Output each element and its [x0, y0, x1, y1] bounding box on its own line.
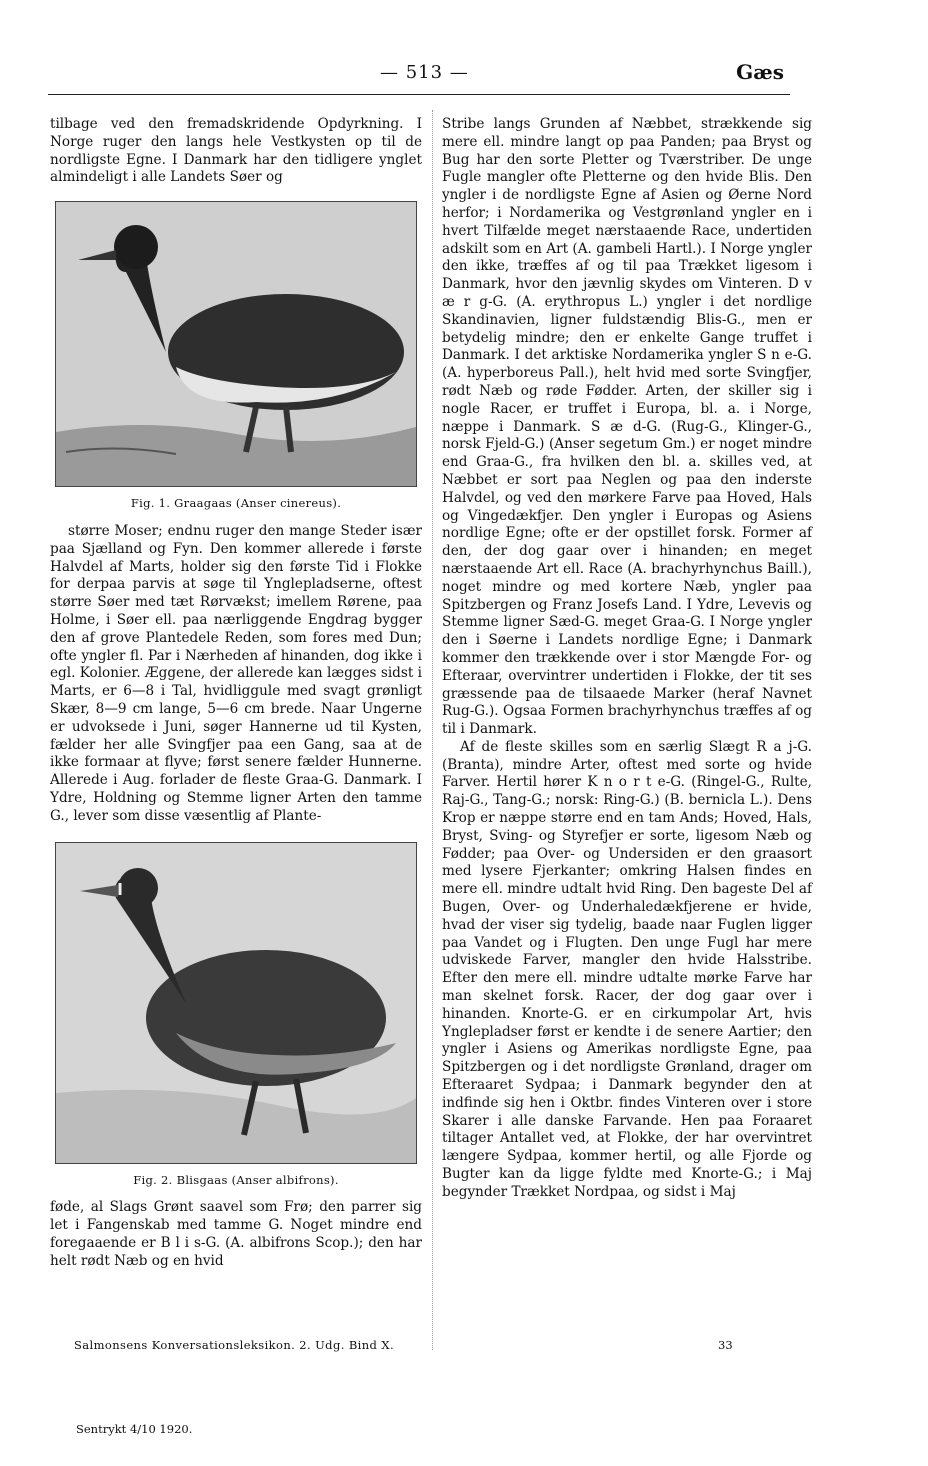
header-rule	[48, 94, 790, 95]
figure-1-caption: Fig. 1. Graagaas (Anser cinereus).	[130, 496, 342, 511]
print-note: Sentrykt 4/10 1920.	[76, 1422, 193, 1436]
page-number: — 513 —	[380, 62, 469, 83]
left-paragraph-3: føde, al Slags Grønt saavel som Frø; den parrer sig let i Fangenskab med tamme G. Noget mindre end foregaaende er B l i s-G. (A. albifrons Scop.); den har helt rødt Næb og en hvid	[50, 1199, 422, 1269]
figure-2	[50, 842, 422, 1190]
right-paragraph-1: Stribe langs Grunden af Næbbet, strækkende sig mere ell. mindre langt op paa Panden; paa Bryst og Bug har den sorte Pletter og Tværstriber. De unge Fugle mangler ofte Pletterne og den hvide Blis. Den yngler i de nordligste Egne af Asien og Øerne Nord herfor; i Nordamerika og Vestgrønland yngler en i hvert Tilfælde meget nærstaaende Race, undertiden adskilt som en Art (A. gambeli Hartl.). I Norge yngler den ikke, træffes af og til paa Trækket ligesom i Danmark, hvor den jævnlig skydes om Vinteren. D v æ r g-G. (A. erythropus L.) yngler i det nordlige Skandinavien, ligner fuldstændig Blis-G., men er betydelig mindre; den er enkelte Gange truffet i Danmark. I det arktiske Nordamerika yngler S n e-G. (A. hyperboreus Pall.), helt hvid med sorte Svingfjer, rødt Næb og røde Fødder. Arten, der skiller sig i nogle Racer, er truffet i Europa, bl. a. i Norge, næppe i Danmark. S æ d-G. (Rug-G., Klinger-G., norsk Fjeld-G.) (Anser segetum Gm.) er noget mindre end Graa-G., fra hvilken den bl. a. skilles ved, at Næbbet er sort paa Neglen og paa den inderste Halvdel, og ved den mørkere Farve paa Hoved, Hals og Vingedækfjer. Den yngler i Europas og Asiens nordlige Egne; ofte er der opstillet forsk. Former af den, der dog gaar over i hinanden; en meget nærstaaende Art ell. Race (A. brachyrhynchus Baill.), noget mindre og med kortere Næb, yngler paa Spitzbergen og Franz Josefs Land. I Ydre, Levevis og Stemme ligner Sæd-G. meget Graa-G. I Norge yngler den i Søerne i Landets nordlige Egne; i Danmark kommer den trækkende over i stor Mængde For- og Efteraar, overvintrer undertiden i Flokke, der tit ses græssende paa de tilsaaede Marker (heraf Navnet Rug-G.). Ogsaa Formen brachyrhynchus træffes af og til i Danmark.	[442, 116, 812, 738]
section-title: Gæs	[736, 60, 784, 84]
column-divider	[432, 110, 433, 1350]
footer-publication: Salmonsens Konversationsleksikon. 2. Udg. Bind X.	[74, 1338, 395, 1352]
right-column	[442, 116, 812, 1202]
figure-1	[50, 201, 422, 513]
figure-1-image	[55, 201, 417, 487]
page-header	[48, 60, 790, 88]
left-column	[50, 116, 422, 1271]
figure-2-caption: Fig. 2. Blisgaas (Anser albifrons).	[133, 1172, 339, 1187]
left-paragraph-1: tilbage ved den fremadskridende Opdyrkning. I Norge ruger den langs hele Vestkysten op til de nordligste Egne. I Danmark har den tidligere ynglet almindeligt i alle Landets Søer og	[50, 116, 422, 186]
greylag-goose-illustration	[56, 202, 416, 486]
right-paragraph-2: Af de fleste skilles som en særlig Slægt R a j-G. (Branta), mindre Arter, oftest med sorte og hvide Farver. Hertil hører K n o r t e-G. (Ringel-G., Rulte, Raj-G., Tang-G.; norsk: Ring-G.) (B. bernicla L.). Dens Krop er næppe større end en tam Ands; Hoved, Hals, Bryst, Sving- og Styrefjer er sorte, ligesom Næb og Fødder; paa Over- og Undersiden er den graasort med lysere Fjerkanter; omkring Halsen findes en mere ell. mindre udtalt hvid Ring. Den bageste Del af Bugen, Over- og Underhaledækfjerene er hvide, hvad der viser sig tydelig, baade naar Fuglen ligger paa Vandet og i Flugten. Den unge Fugl har mere udviskede Farver, mangler den hvide Halsstribe. Efter den mere ell. mindre udtalte mørke Farve har man skelnet forsk. Racer, der dog gaar over i hinanden. Knorte-G. er en cirkumpolar Art, hvis Ynglepladser først er kendte i de senere Aartier; den yngler i Asiens og Amerikas nordligste Egne, paa Spitzbergen og i det nordligste Grønland, drager om Efteraaret Sydpaa; i Danmark begynder den at indfinde sig hen i Oktbr. findes Vinteren over i store Skarer i alle danske Farvande. Hen paa Foraaret tiltager Antallet ved, at Flokke, der har overvintret længere Sydpaa, kommer hertil, og alle Fjorde og Bugter kan da ligge fyldte med Knorte-G.; i Maj begynder Trækket Nordpaa, og sidst i Maj	[442, 738, 812, 1200]
left-paragraph-2: større Moser; endnu ruger den mange Steder især paa Sjælland og Fyn. Den kommer allerede i første Halvdel af Marts, holder sig den første Tid i Flokke for derpaa parvis at søge til Ynglepladserne, oftest større Søer med tæt Rørvækst; imellem Rørene, paa Holme, i Søer ell. paa nærliggende Engdrag bygger den af grove Plantedele Reden, som fores med Dun; ofte yngler fl. Par i Nærheden af hinanden, dog ikke i egl. Kolonier. Æggene, der allerede kan lægges sidst i Marts, er 6—8 i Tal, hvidliggule med svagt grønligt Skær, 8—9 cm lange, 5—6 cm brede. Naar Ungerne er udvoksede i Juni, søger Hannerne ud til Kysten, fælder her alle Svingfjer paa een Gang, saa at de ikke formaar at flyve; først senere fælder Hunnerne. Allerede i Aug. forlader de fleste Graa-G. Danmark. I Ydre, Holdning og Stemme ligner Arten den tamme G., lever som disse væsentlig af Plante-	[50, 522, 422, 824]
figure-2-image	[55, 842, 417, 1164]
footer-signature-number: 33	[718, 1338, 733, 1352]
white-fronted-goose-illustration	[56, 843, 416, 1163]
